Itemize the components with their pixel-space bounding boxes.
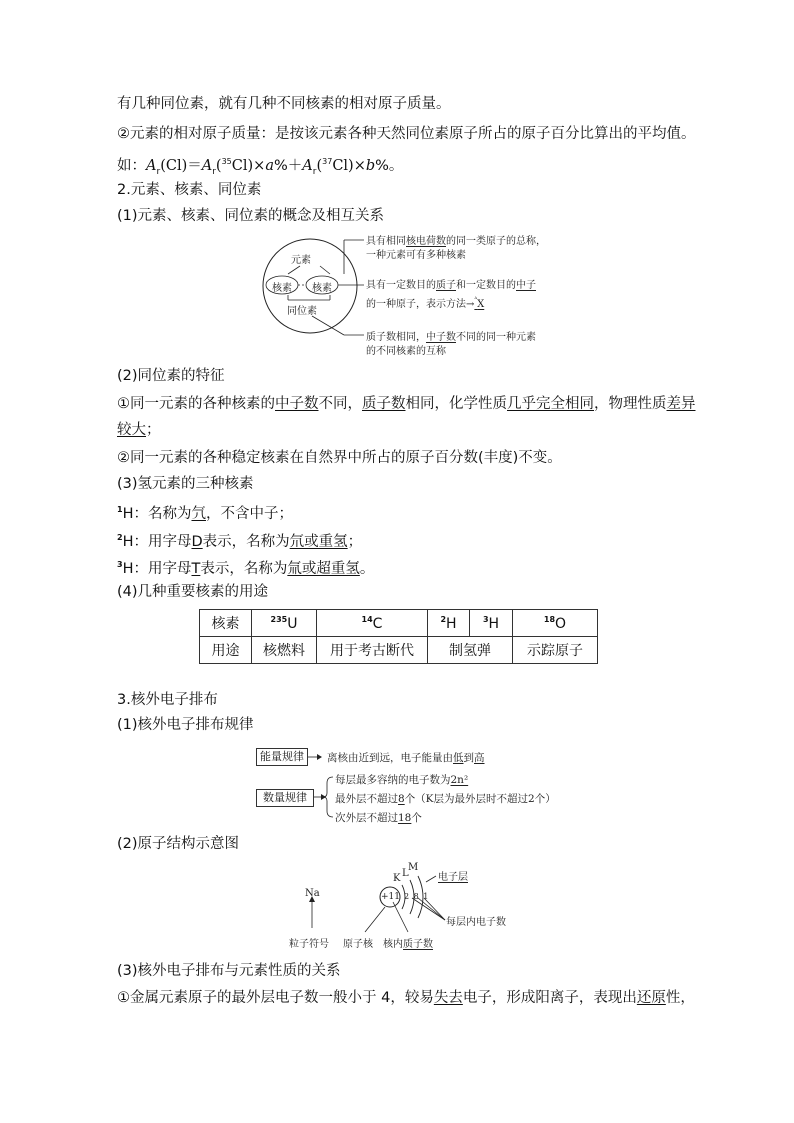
table-cell: 制氢弹: [428, 637, 513, 664]
subsection-heading: (3)核外电子排布与元素性质的关系: [117, 963, 341, 979]
shell-l-label: L: [402, 868, 409, 879]
table-row: [200, 637, 598, 664]
shell-m-label: M: [408, 862, 419, 873]
table-cell: $^{18}$O: [513, 610, 598, 637]
table-row: [200, 610, 598, 637]
table-cell: 核燃料: [252, 637, 317, 664]
shell-electrons: 2 8 1: [404, 892, 430, 901]
subsection-heading: (1)元素、核素、同位素的概念及相互关系: [117, 208, 385, 224]
number-rule-1: 每层最多容纳的电子数为2n²: [335, 774, 469, 786]
particle-symbol-label: 粒子符号: [289, 939, 329, 950]
energy-rule-text: 离核由近到远，电子能量由低到高: [327, 752, 485, 764]
subsection-heading: (4)几种重要核素的用途: [117, 584, 269, 600]
subsection-heading: (2)同位素的特征: [117, 368, 225, 384]
nuclide-definition: 具有一定数目的质子和一定数目的中子 的一种原子，表示方法→$^ᴬ$X: [366, 280, 536, 310]
element-label: 元素: [291, 255, 311, 266]
formula-line: 如：$A_r(Cl)=A_r(^{35}Cl)\times a\%+A_r(^{37}Cl)\times b\%$。: [117, 157, 404, 177]
na-symbol: Na: [305, 888, 320, 899]
nuclide-label-left: 核素: [272, 283, 292, 294]
number-rule-2: 最外层不超过8个（K层为最外层时不超过2个）: [335, 793, 556, 805]
element-definition: 具有相同核电荷数的同一类原子的总称， 一种元素可有多种核素: [366, 236, 546, 261]
number-rule-box: 数量规律: [256, 789, 314, 807]
section-heading: 3.核外电子排布: [117, 692, 218, 708]
table-cell: $^3$H: [470, 610, 513, 637]
proton-number-label: 核内质子数: [383, 939, 433, 950]
shell-k-label: K: [393, 873, 401, 884]
table-cell: 示踪原子: [513, 637, 598, 664]
nucleus-charge: +11: [381, 892, 400, 902]
table-cell: 核素: [200, 610, 252, 637]
isotope-definition: 质子数相同，中子数不同的同一种元素 的不同核素的互称: [366, 332, 536, 357]
text-line: $^2$H：用字母D表示，名称为氘或重氢；: [117, 533, 363, 550]
electron-shell-label: 电子层: [438, 872, 468, 883]
text-line: ①金属元素原子的最外层电子数一般小于 4，较易失去电子，形成阳离子，表现出还原性，: [117, 990, 695, 1006]
subsection-heading: (3)氢元素的三种核素: [117, 476, 254, 492]
text-line: 较大；: [117, 422, 161, 438]
electrons-per-shell-label: 每层内电子数: [446, 917, 506, 928]
subsection-heading: (2)原子结构示意图: [117, 836, 240, 852]
text-line: ①同一元素的各种核素的中子数不同，质子数相同，化学性质几乎完全相同，物理性质差异: [117, 396, 696, 412]
nucleus-label: 原子核: [343, 939, 373, 950]
isotope-label: 同位素: [287, 306, 317, 317]
number-rule-3: 次外层不超过18个: [335, 812, 422, 824]
table-cell: 用途: [200, 637, 252, 664]
text-line: $^3$H：用字母T表示，名称为氚或超重氢。: [117, 560, 375, 577]
section-heading: 2.元素、核素、同位素: [117, 182, 262, 198]
table-cell: $^{235}$U: [252, 610, 317, 637]
table-cell: 用于考古断代: [317, 637, 428, 664]
subsection-heading: (1)核外电子排布规律: [117, 717, 254, 733]
nuclide-uses-table: [199, 609, 598, 664]
nuclide-label-right: 核素: [312, 283, 332, 294]
text-line: ②元素的相对原子质量：是按该元素各种天然同位素原子所占的原子百分比算出的平均值。: [117, 126, 696, 142]
table-cell: $^{14}$C: [317, 610, 428, 637]
text-line: 有几种同位素，就有几种不同核素的相对原子质量。: [117, 96, 451, 112]
table-cell: $^2$H: [428, 610, 470, 637]
energy-rule-box: 能量规律: [256, 748, 308, 766]
text-line: $^1$H：名称为氕，不含中子；: [117, 505, 293, 522]
text-line: ②同一元素的各种稳定核素在自然界中所占的原子百分数(丰度)不变。: [117, 450, 562, 466]
